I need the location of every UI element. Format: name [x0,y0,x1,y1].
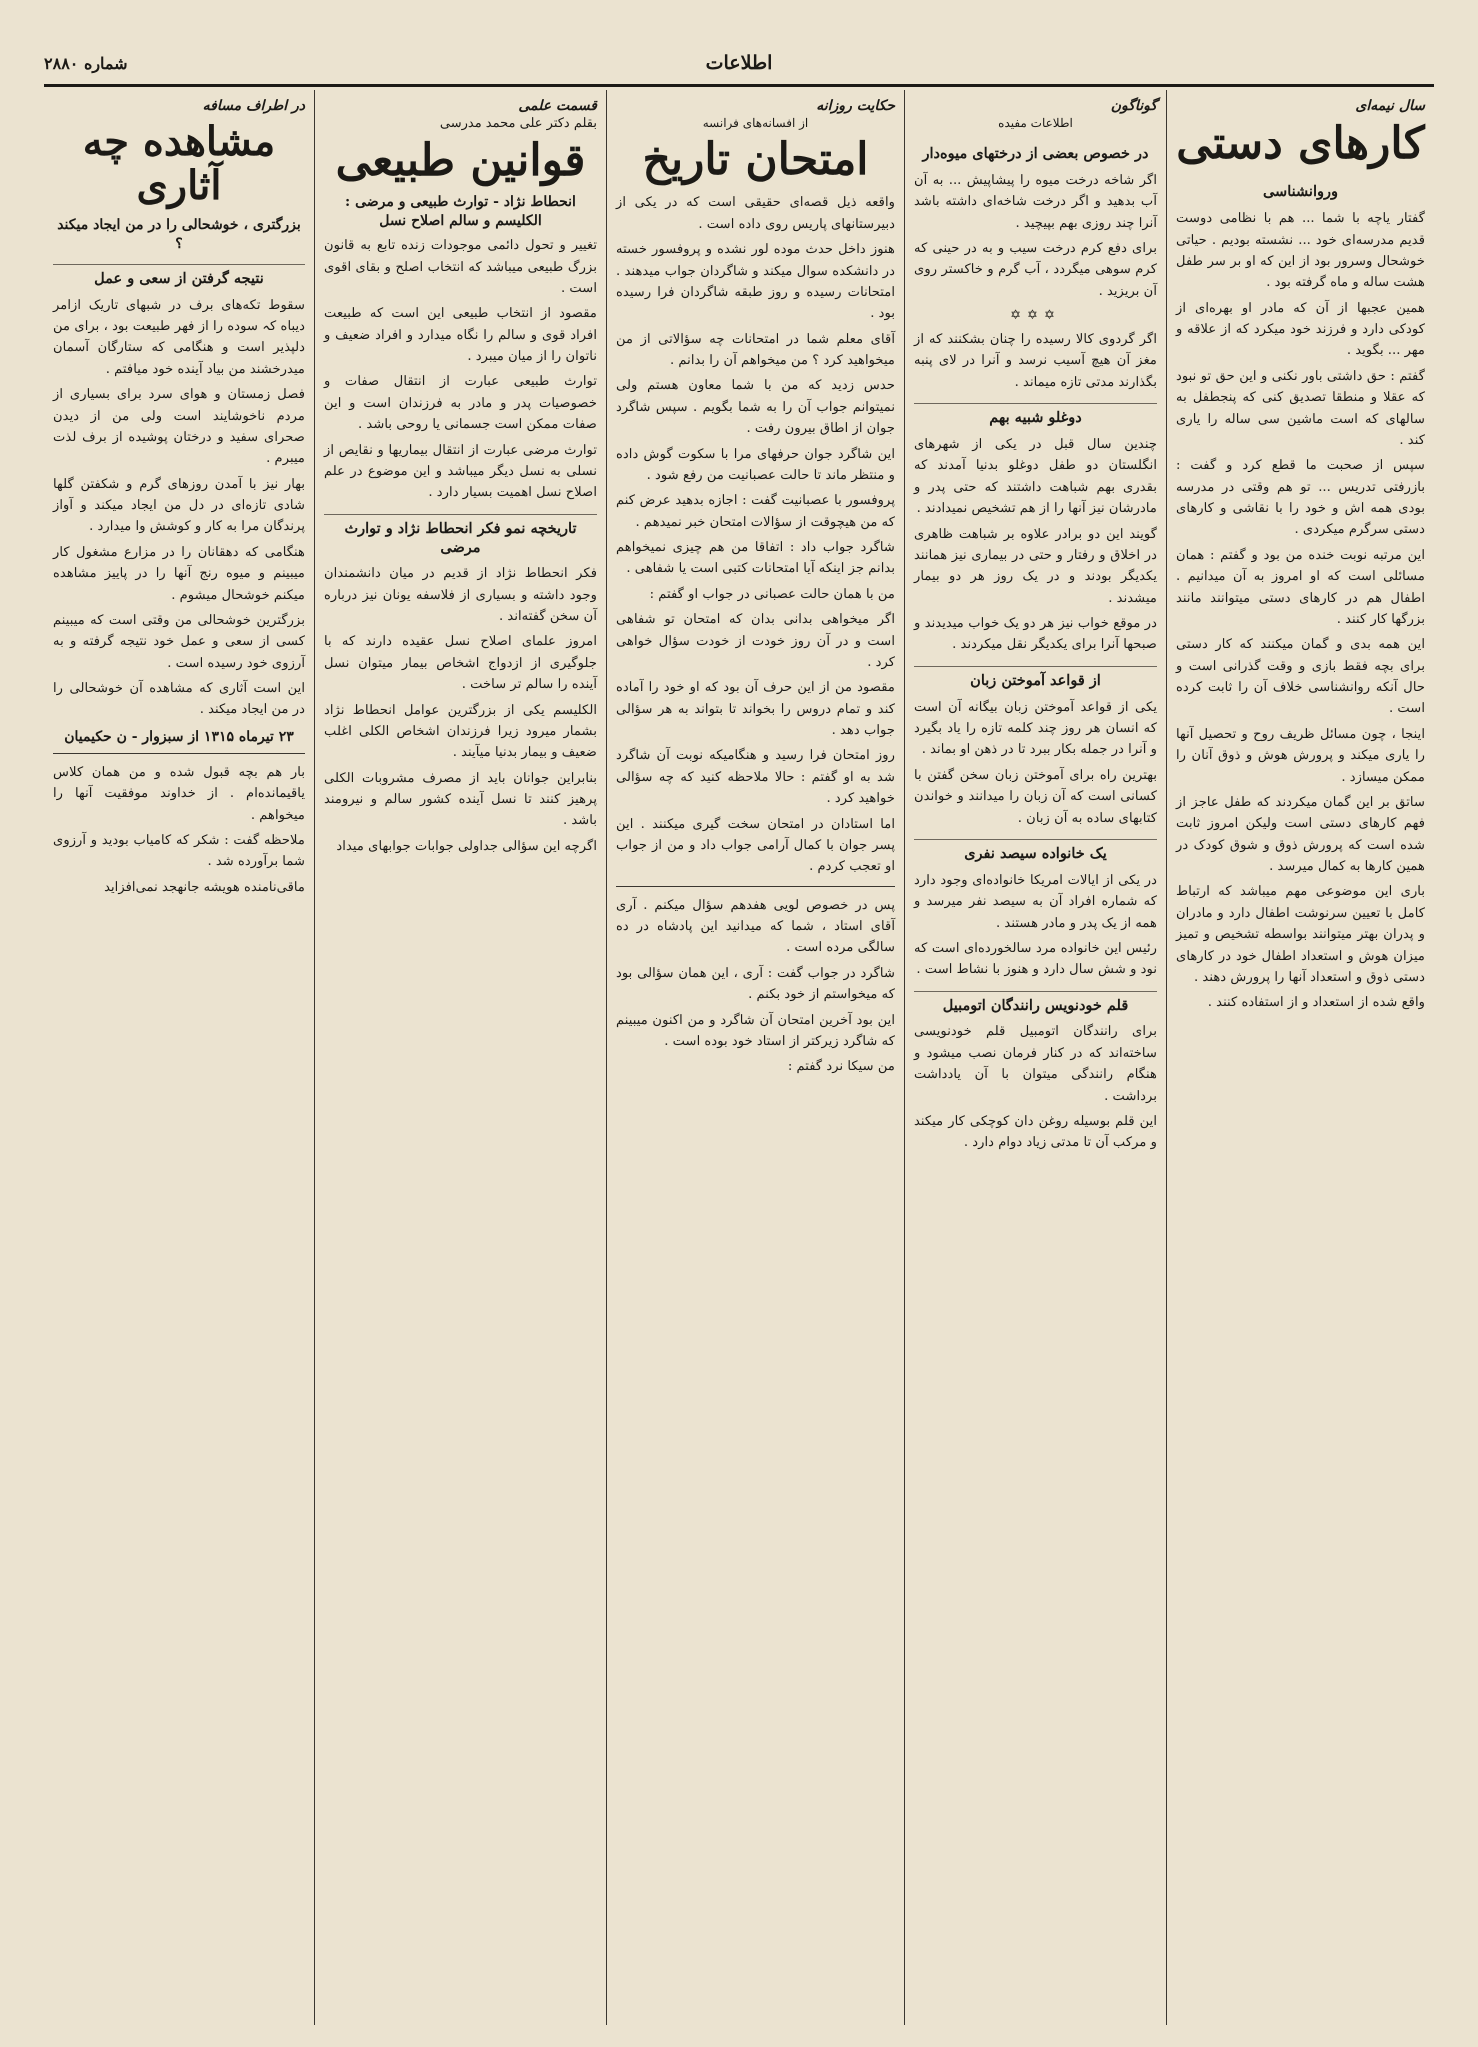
paragraph: واقعه ذیل قصه‌ای حقیقی است که در یکی از دبیرستانهای پاریس روی داده است . [616,195,895,232]
paragraph: بهار نیز با آمدن روزهای گرم و شکفتن گلها شادی تازه‌ای در دل من ایجاد میکند و آواز پرندگان مرا به کار و کوشش وا میدارد . [53,476,305,535]
paragraph: در یکی از ایالات امریکا خانواده‌ای وجود دارد که شماره افراد آن به سیصد نفر میرسد و همه از یک پدر و مادر هستند . [914,872,1157,931]
subheading: از قواعد آموختن زبان [914,666,1157,691]
paragraph: در موقع خواب نیز هر دو یک خواب میدیدند و صبحها آنرا برای یکدیگر نقل میکردند . [914,616,1157,653]
masthead [44,48,1434,87]
subheading: در خصوص بعضی از درختهای میوه‌دار [922,145,1149,162]
paragraph: سپس از صحبت ما قطع کرد و گفت : بازرفتی تدریس ... تو هم وقتی در مدرسه بودی همه اش و خود را با نقاشی و کارهای دستی سرگرم میکردی . [1176,458,1425,538]
paragraph: اگر گردوی کالا رسیده را چنان بشکنند که از مغز آن هیچ آسیب نرسد و آنرا در لای پنبه بگذارند مدتی تازه میماند . [914,332,1157,390]
divider [53,753,305,754]
paragraph: اگر میخواهی بدانی بدان که امتحان تو شفاهی است و در آن روز خودت از خودت سؤال خواهی کرد . [616,612,895,670]
article-headline: امتحان تاریخ [642,134,869,185]
paragraph: این بود آخرین امتحان آن شاگرد و من اکنون میبینم که شاگرد زیرکتر از استاد خود بوده است . [616,1012,895,1049]
subheading: تاریخچه نمو فکر انحطاط نژاد و توارث مرضی [324,514,597,558]
paragraph: توارث مرضی عبارت از انتقال بیماریها و نقایص از نسلی به نسل دیگر میباشد و این موضوع در علم اصلاح نسل اهمیت بسیار دارد . [324,442,597,501]
article-headline: قوانین طبیعی [335,135,586,186]
paragraph: باری این موضوعی مهم میباشد که ارتباط کامل با تعیین سرنوشت اطفال دارد و مادران و پدران بهتر میتوانند بواسطه تشخیص و تمیز میزان هوش و استعداد اطفال خود در کارهای دستی ذوق و استعداد آنها را پرورش دهند . [1176,884,1425,985]
paragraph: الکلیسم یکی از بزرگترین عوامل انحطاط نژاد بشمار میرود زیرا فرزندان اشخاص الکلی اغلب ضعیف و بیمار بدنیا میآیند . [324,702,597,761]
paragraph: برای دفع کرم درخت سیب و به در حینی که کرم سوهی میگردد ، آب گرم و خاکستر روی آن بریزید . [914,240,1157,299]
paragraph: امروز علمای اصلاح نسل عقیده دارند که با جلوگیری از ازدواج اشخاص بیمار میتوان نسل آینده را سالم تر ساخت . [324,634,597,693]
paragraph: ساتق بر این گمان میکردند که طفل عاجز از فهم کارهای دستی است ولیکن امروز ثابت شده است که پرورش ذوق و شوق کودک در همین کارها به کمال میرسد . [1176,794,1425,875]
closing-line: من سیکا نرد گفتم : [787,1059,895,1075]
paragraph: این قلم بوسیله روغن دان کوچکی کار میکند و مرکب آن تا مدتی زیاد دوام دارد . [914,1113,1157,1151]
paragraph: برای رانندگان اتومبیل قلم خودنویسی ساخته‌اند که در کنار فرمان نصب میشود و هنگام رانندگی میتوان با آن یادداشت برداشت . [914,1024,1157,1104]
closing-line: اگرچه این سؤالی جداولی جوابات جوابهای میداد [336,838,597,854]
closing-line: ماقی‌نامنده هویشه جانهجد نمی‌افزاید [104,879,305,895]
paragraph: روز امتحان فرا رسید و هنگامیکه نوبت آن شاگرد شد به او گفتم : حالا ملاحظه کنید که چه سؤالی خواهید کرد . [616,748,895,807]
paragraph: اینجا ، چون مسائل ظریف روح و تحصیل آنها را یاری میکند و پرورش هوش و ذوق آنان را ممکن میسازد . [1176,726,1425,785]
article-deck: بزرگتری ، خوشحالی را در من ایجاد میکند ؟ [57,217,301,252]
paragraph: تغییر و تحول دائمی موجودات زنده تابع به قانون بزرگ طبیعی میباشد که انتخاب اصلح و بقای اقوی است . [324,238,597,296]
article-deck: انحطاط نژاد - توارث طبیعی و مرضی : الکلیسم و سالم اصلاح نسل [345,194,576,230]
paragraph: اما استادان در امتحان سخت گیری میکنند . این پسر جوان با کمال آرامی جواب داد و من از جواب او تعجب کردم . [616,816,895,875]
subheading: وروانشناسی [1262,183,1339,201]
paragraph: شاگرد جواب داد : اتفاقا من هم چیزی نمیخواهم بدانم جز اینکه آیا امتحانات کتبی است یا شفاهی . [616,540,895,577]
divider [616,886,895,887]
paragraph: شاگرد در جواب گفت : آری ، این همان سؤالی بود که میخواستم از خود بکنم . [616,965,895,1003]
paragraph: فصل زمستان و هوای سرد برای بسیاری از مردم ناخوشایند است ولی من از دیدن صحرای سفید و درختان پوشیده از برف لذت میبرم . [53,387,305,467]
paragraph: پس در خصوص لویی هفدهم سؤال میکنم . آری آقای استاد ، شما که میدانید این پادشاه در ده سالگی مرده است . [616,897,895,956]
columns [44,90,1434,2025]
paragraph: بار هم بچه قبول شده و من همان کلاس یاقیمانده‌ام . از خداوند موفقیت آنها را میخواهم . [53,764,305,823]
section-kicker: گوناگون [1110,98,1157,114]
subheading: یک خانواده سیصد نفری [914,839,1157,864]
paragraph: هنوز داخل حدث موده لور نشده و پروفسور خسته در دانشکده سوال میکند و شاگردان جواب میدهند . امتحانات رسیده و روز طبقه شاگردان فرا رسیده بود . [616,242,895,322]
paragraph: ملاحظه گفت : شکر که کامیاب بودید و آرزوی شما برآورده شد . [53,832,305,870]
section-note: از افسانه‌های فرانسه [702,116,809,130]
star-divider-icon: ✡✡✡ [1010,308,1061,324]
section-kicker: سال نیمه‌ای [1355,98,1425,114]
section-kicker: در اطراف مسافه [202,98,305,114]
article-headline: کارهای دستی [1176,118,1425,169]
paragraph: همین عجبها از آن که مادر او بهره‌ای از کودکی دارد و فرزند خود میکرد که از علاقه و مهر ... بگوید . [1176,300,1425,359]
section-kicker: قسمت علمی [518,98,597,114]
paragraph: هنگامی که دهقانان را در مزارع مشغول کار میبینم و میوه رنج آنها را در پاییز مشاهده میکنم خوشحال میشوم . [53,544,305,603]
paragraph: این شاگرد جوان حرفهای مرا با سکوت گوش داده و منتظر ماند تا حالت عصبانیت من رفع شود . [616,446,895,483]
column-natural-laws [314,90,606,2025]
paragraph: بزرگترین خوشحالی من وقتی است که میبینم کسی از سعی و عمل خود نتیجه گرفته و به آرزوی خود رسیده است . [53,612,305,671]
issue-number: شماره ۲۸۸۰ [44,54,128,73]
paragraph: این همه بدی و گمان میکنند که کار دستی برای بچه فقط بازی و وقت گذرانی است و حال آنکه روانشناسی خلاف آن را ثابت کرده است . [1176,637,1425,717]
paragraph: رئیس این خانواده مرد سالخورده‌ای است که نود و شش سال دارد و هنوز با نشاط است . [914,940,1157,978]
column-handicrafts [1166,90,1434,2025]
byline: بقلم دکتر علی محمد مدرسی [439,116,597,131]
paragraph: گفتار یاچه با شما ... هم با نظامی دوست قدیم مدرسه‌ای خود ... نشسته بودیم . حیاتی خوشحال وسرور بود از این که او بر سر طفل هشت ساله و ماه گرفته بود . [1176,211,1425,291]
subheading: دوغلو شبیه بهم [914,403,1157,428]
paragraph: پروفسور با عصبانیت گفت : اجازه بدهید عرض کنم که من هیچوقت از سؤالات امتحان خبر نمیدهم . [616,493,895,530]
paragraph: حدس زدید که من با شما معاون هستم ولی نمیتوانم جواب آن را به شما بگویم . سپس شاگرد جوان از اطاق بیرون رفت . [616,378,895,437]
paragraph: فکر انحطاط نژاد از قدیم در میان دانشمندان وجود داشته و بسیاری از فلاسفه یونان نیز درباره آن سخن گفته‌اند . [324,566,597,625]
closing-line: واقع شده از استعداد و از استفاده کنند . [1207,995,1425,1011]
subheading: قلم خودنویس رانندگان اتومبیل [914,991,1157,1016]
author-signature: ۲۳ تیرماه ۱۳۱۵ از سبزوار - ن حکیمیان [64,728,294,745]
paragraph: اگر شاخه درخت میوه را پیشاپیش ... به آن آب بدهید و اگر درخت شاخه‌ای داشته باشد آنرا چند روزی بهم بپیچید . [914,172,1157,231]
column-miscellany [904,90,1166,2025]
section-kicker: حکایت روزانه [816,98,895,114]
paragraph: من با همان حالت عصبانی در جواب او گفتم : [649,586,895,602]
section-note: اطلاعات مفیده [998,116,1073,130]
paragraph: توارث طبیعی عبارت از انتقال صفات و خصوصیات پدر و مادر به فرزندان است و این صفات ممکن است جسمانی یا روحی باشد . [324,374,597,433]
paragraph: چندین سال قبل در یکی از شهرهای انگلستان دو طفل دوغلو بدنیا آمدند که بقدری بهم شباهت داشتند که حتی پدر و مادرشان نیز آنها را از هم تشخیص نمیدادند . [914,437,1157,517]
paragraph: بنابراین جوانان باید از مصرف مشروبات الکلی پرهیز کنند تا نسل آینده کشور سالم و نیرومند باشد . [324,770,597,829]
subheading: نتیجه گرفتن از سعی و عمل [53,264,305,289]
paragraph: یکی از قواعد آموختن زبان بیگانه آن است که انسان هر روز چند کلمه تازه را یاد بگیرد و آنرا در جمله بکار ببرد تا در ذهن او بماند . [914,699,1157,758]
paragraph: این است آثاری که مشاهده آن خوشحالی را در من ایجاد میکند . [53,681,305,718]
column-observations [44,90,314,2025]
paragraph: آقای معلم شما در امتحانات چه سؤالاتی از من میخواهید کرد ؟ من میخواهم آن را بدانم . [616,331,895,369]
paragraph: سقوط تکه‌های برف در شبهای تاریک ازامر دیباه کہ سوده را از فهر طبیعت بود ، برای من دلپذیر است و هنگامی که ستارگان آسمان میدرخشند من بیاد آینده خود میافتم . [53,297,305,377]
paragraph: مقصود من از این حرف آن بود که او خود را آماده کند و تمام دروس را بخواند تا بتواند به هر سؤالی جواب دهد . [616,680,895,739]
article-headline: مشاهده چه آثاری [82,118,276,209]
paper-name: اطلاعات [705,52,773,74]
paragraph: گفتم : حق داشتی باور نکنی و این حق تو نبود که عقلا و منطقا تصدیق کنی که پنجطفل به سالهای که است ماشین سی ساله را یاری کند . [1176,368,1425,448]
paragraph: این مرتبه نوبت خنده من بود و گفتم : همان مسائلی است که او امروز به آن میدانیم . اطفال هم در کارهای دستی میتوانند مانند بزرگها کار کنند . [1176,547,1425,627]
paragraph: گویند این دو برادر علاوه بر شباهت ظاهری در اخلاق و رفتار و حتی در بیماری نیز همانند یکدیگر بودند و در یک روز هر دو بیمار میشدند . [914,526,1157,606]
column-history-exam [606,90,904,2025]
paragraph: بهترین راه برای آموختن زبان سخن گفتن با کسانی است که آن زبان را میدانند و خواندن کتابهای ساده به آن زبان . [914,767,1157,826]
paragraph: مقصود از انتخاب طبیعی این است که طبیعت افراد قوی و سالم را نگاه میدارد و افراد ضعیف و ناتوان را از میان میبرد . [324,306,597,365]
